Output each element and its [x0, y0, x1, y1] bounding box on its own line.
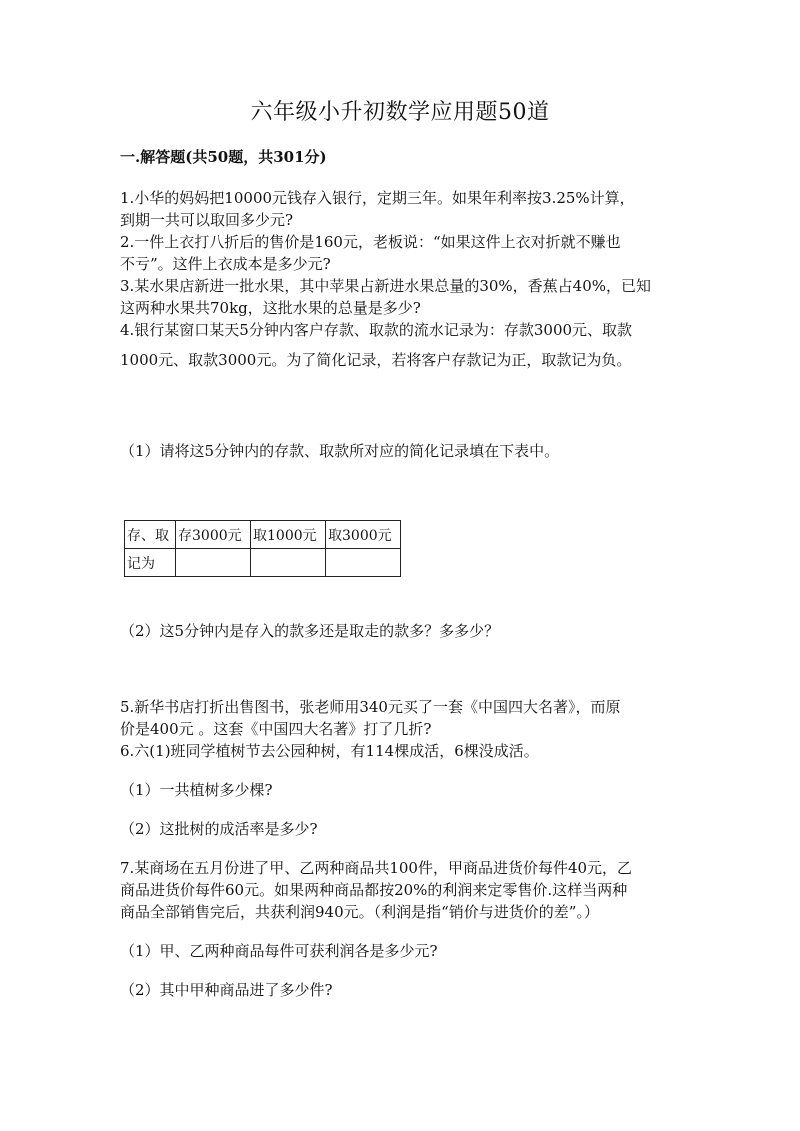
question-5-line-1: 5.新华书店打折出售图书，张老师用340元买了一套《中国四大名著》，而原 — [120, 698, 621, 716]
question-4-line-1: 4.银行某窗口某天5分钟内客户存款、取款的流水记录为：存款3000元、取款 — [120, 321, 633, 339]
question-6-sub-1: （1）一共植树多少棵? — [120, 781, 273, 799]
table-cell-blank — [326, 549, 401, 577]
record-table — [124, 520, 401, 577]
question-7-sub-2: （2）其中甲种商品进了多少件? — [120, 981, 333, 999]
question-7-line-3: 商品全部销售完后，共获利润940元。（利润是指“销价与进货价的差”。） — [120, 903, 599, 921]
question-4-sub-1: （1）请将这5分钟内的存款、取款所对应的简化记录填在下表中。 — [120, 442, 560, 460]
question-2-line-1: 2.一件上衣打八折后的售价是160元，老板说：“如果这件上衣对折就不赚也 — [120, 233, 621, 251]
table-cell: 存3000元 — [176, 521, 251, 549]
question-4-line-2: 1000元、取款3000元。为了简化记录，若将客户存款记为正，取款记为负。 — [120, 351, 632, 369]
question-2-line-2: 不亏”。这件上衣成本是多少元? — [120, 255, 331, 273]
section-heading: 一.解答题(共50题，共301分) — [120, 148, 327, 166]
question-3-line-1: 3.某水果店新进一批水果，其中苹果占新进水果总量的30%，香蕉占40%，已知 — [120, 277, 651, 295]
question-1-line-2: 到期一共可以取回多少元? — [120, 211, 294, 229]
table-row — [125, 549, 401, 577]
table-cell: 存、取 — [125, 521, 176, 549]
question-7-sub-1: （1）甲、乙两种商品每件可获利润各是多少元? — [120, 942, 438, 960]
question-7-line-1: 7.某商场在五月份进了甲、乙两种商品共100件，甲商品进货价每件40元，乙 — [120, 859, 633, 877]
question-6-line-1: 6.六(1)班同学植树节去公园种树，有114棵成活，6棵没成活。 — [120, 742, 539, 760]
question-3-line-2: 这两种水果共70kg，这批水果的总量是多少? — [120, 299, 421, 317]
question-1-line-1: 1.小华的妈妈把10000元钱存入银行，定期三年。如果年利率按3.25%计算， — [120, 189, 635, 207]
question-7-line-2: 商品进货价每件60元。如果两种商品都按20%的利润来定零售价.这样当两种 — [120, 881, 628, 899]
question-6-sub-2: （2）这批树的成活率是多少? — [120, 820, 318, 838]
table-cell: 记为 — [125, 549, 176, 577]
table-row — [125, 521, 401, 549]
question-5-line-2: 价是400元 。这套《中国四大名著》打了几折? — [120, 720, 432, 738]
table-cell-blank — [251, 549, 326, 577]
question-4-sub-2: （2）这5分钟内是存入的款多还是取走的款多？多多少？ — [120, 622, 500, 640]
table-cell-blank — [176, 549, 251, 577]
table-cell: 取1000元 — [251, 521, 326, 549]
page-title: 六年级小升初数学应用题50道 — [250, 100, 550, 125]
table-cell: 取3000元 — [326, 521, 401, 549]
